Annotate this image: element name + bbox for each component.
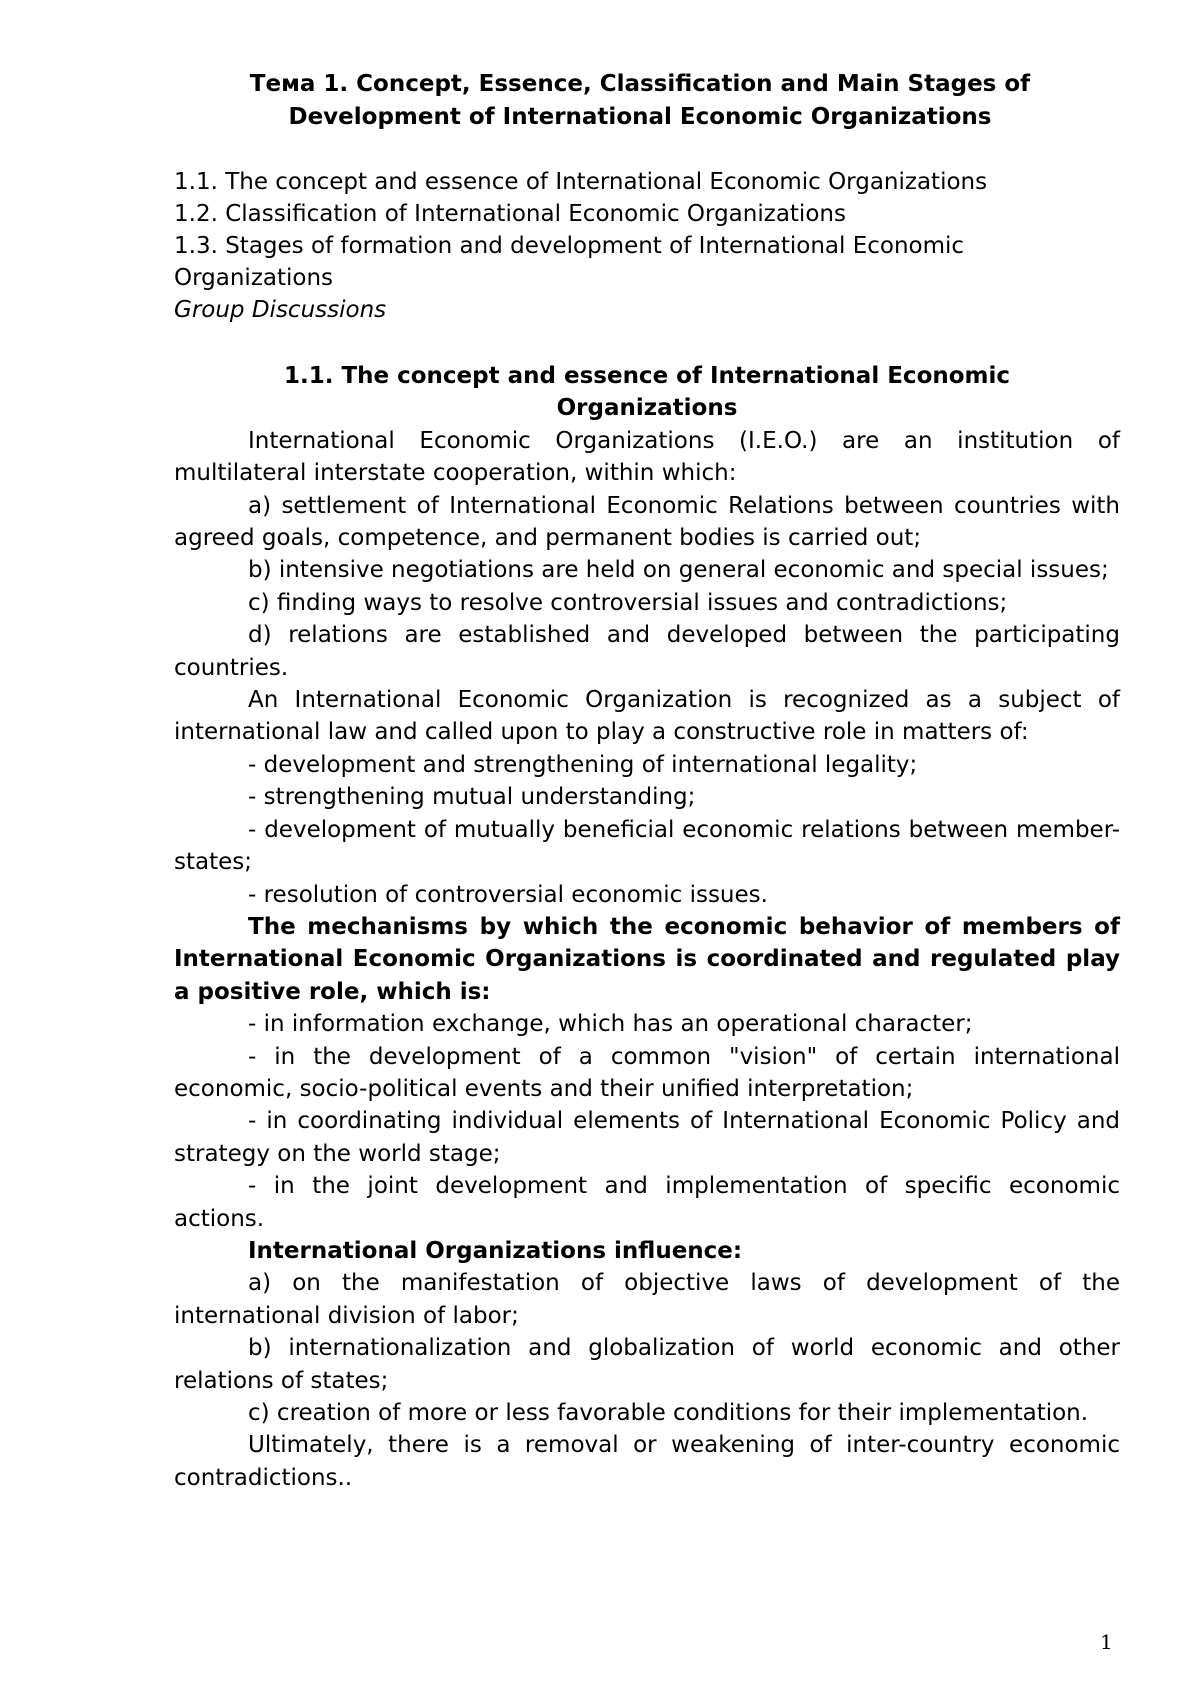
toc-item: 1.2. Classification of International Economic Organizations <box>174 201 846 227</box>
paragraph: - development and strengthening of international legality; <box>248 751 918 778</box>
paragraph: - resolution of controversial economic issues. <box>248 881 768 908</box>
paragraph: c) finding ways to resolve controversial issues and contradictions; <box>248 589 1008 616</box>
paragraph: - development of mutually beneficial economic relations between member-states; <box>174 816 1120 876</box>
conclusion-paragraph: Ultimately, there is a removal or weakening of inter-country economic contradictions.. <box>174 1432 1120 1491</box>
mechanisms-heading <box>174 911 1120 1008</box>
paragraph: d) relations are established and developed between the participating countries. <box>174 622 1120 681</box>
mechanism-item: - in information exchange, which has an operational character; <box>248 1011 973 1038</box>
section-body <box>174 360 1120 1494</box>
influence-item: a) on the manifestation of objective laws of development of the international division of labor; <box>174 1270 1120 1329</box>
influence-item: c) creation of more or less favorable conditions for their implementation. <box>248 1400 1089 1426</box>
toc-item: 1.1. The concept and essence of International Economic Organizations <box>174 169 988 195</box>
influence-heading <box>174 1235 1120 1267</box>
document-title <box>160 68 1120 134</box>
paragraph: a) settlement of International Economic Relations between countries with agreed goals, competence, and permanent bodies is carried out; <box>174 492 1120 552</box>
mechanisms-heading-text: The mechanisms by which the economic behavior of members of International Economic Organizations is coordinated and regulated play a positive role, which is: <box>174 913 1120 1005</box>
influence-heading-text: International Organizations influence: <box>248 1237 743 1264</box>
paragraph: International Economic Organizations (I.E.O.) are an institution of multilateral interstate cooperation, within which: <box>174 427 1120 487</box>
title-line-1: Тема 1. Concept, Essence, Classification and Main Stages of <box>249 71 1031 97</box>
mechanism-item: - in the development of a common "vision" of certain international economic, socio-political events and their unified interpretation; <box>174 1043 1120 1102</box>
paragraph: An International Economic Organization is recognized as a subject of international law and called upon to play a constructive role in matters of: <box>174 687 1120 746</box>
paragraph: b) intensive negotiations are held on general economic and special issues; <box>248 557 1109 584</box>
title-line-2: Development of International Economic Organizations <box>288 104 992 130</box>
page-number: 1 <box>1100 1630 1113 1654</box>
section-heading-line-2: Organizations <box>556 395 738 422</box>
toc-item: Organizations <box>174 265 334 291</box>
toc-group-discussions: Group Discussions <box>174 297 387 323</box>
influence-item: b) internationalization and globalization of world economic and other relations of states; <box>174 1335 1120 1394</box>
toc-item: 1.3. Stages of formation and development of International Economic <box>174 233 965 259</box>
paragraph: - strengthening mutual understanding; <box>248 784 696 811</box>
table-of-contents <box>174 166 1134 326</box>
mechanism-item: - in the joint development and implementation of specific economic actions. <box>174 1173 1120 1232</box>
mechanism-item: - in coordinating individual elements of International Economic Policy and strategy on the world stage; <box>174 1108 1120 1167</box>
section-heading-line-1: 1.1. The concept and essence of International Economic <box>283 363 1011 389</box>
